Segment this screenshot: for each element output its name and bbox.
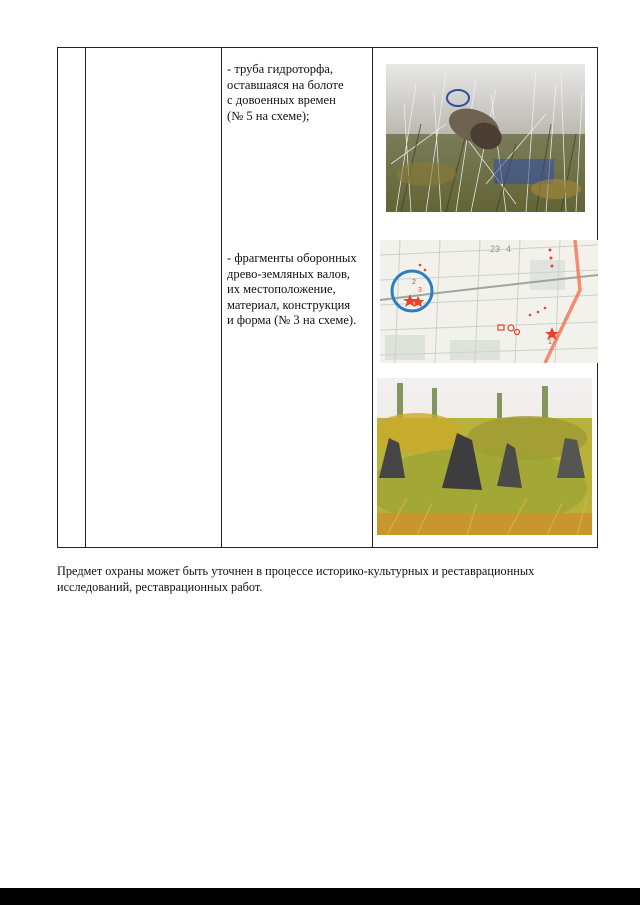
scan-edge-bar	[0, 888, 640, 905]
map-label: 2	[412, 279, 416, 286]
footnote: Предмет охраны может быть уточнен в процессе историко-культурных и реставрационных исследований, реставрационных работ.	[57, 564, 535, 594]
text-line: и форма (№ 3 на схеме).	[227, 313, 357, 328]
text-line: оставшаяся на болоте	[227, 77, 344, 92]
text-line: с довоенных времен	[227, 93, 336, 108]
map-label: 1	[548, 339, 552, 346]
map-label: 23	[490, 244, 501, 254]
earthwork-ruins-photo	[377, 378, 592, 535]
column-divider	[221, 48, 222, 547]
text-line: древо-земляных валов,	[227, 266, 351, 281]
column-divider	[372, 48, 373, 547]
location-map-fragment	[380, 240, 598, 363]
pipe-description	[227, 62, 371, 124]
text-line: - фрагменты оборонных	[227, 251, 357, 265]
swamp-pipe-photo	[386, 64, 585, 212]
text-line: - труба гидроторфа,	[227, 62, 333, 76]
earthwork-description	[227, 251, 371, 329]
text-line: материал, конструкция	[227, 297, 351, 312]
text-line: (№ 5 на схеме);	[227, 108, 310, 123]
protection-subject-table	[57, 47, 598, 548]
text-line: их местоположение,	[227, 282, 336, 297]
map-label: 4	[506, 244, 512, 254]
map-label: 3	[418, 287, 422, 294]
column-divider	[85, 48, 86, 547]
